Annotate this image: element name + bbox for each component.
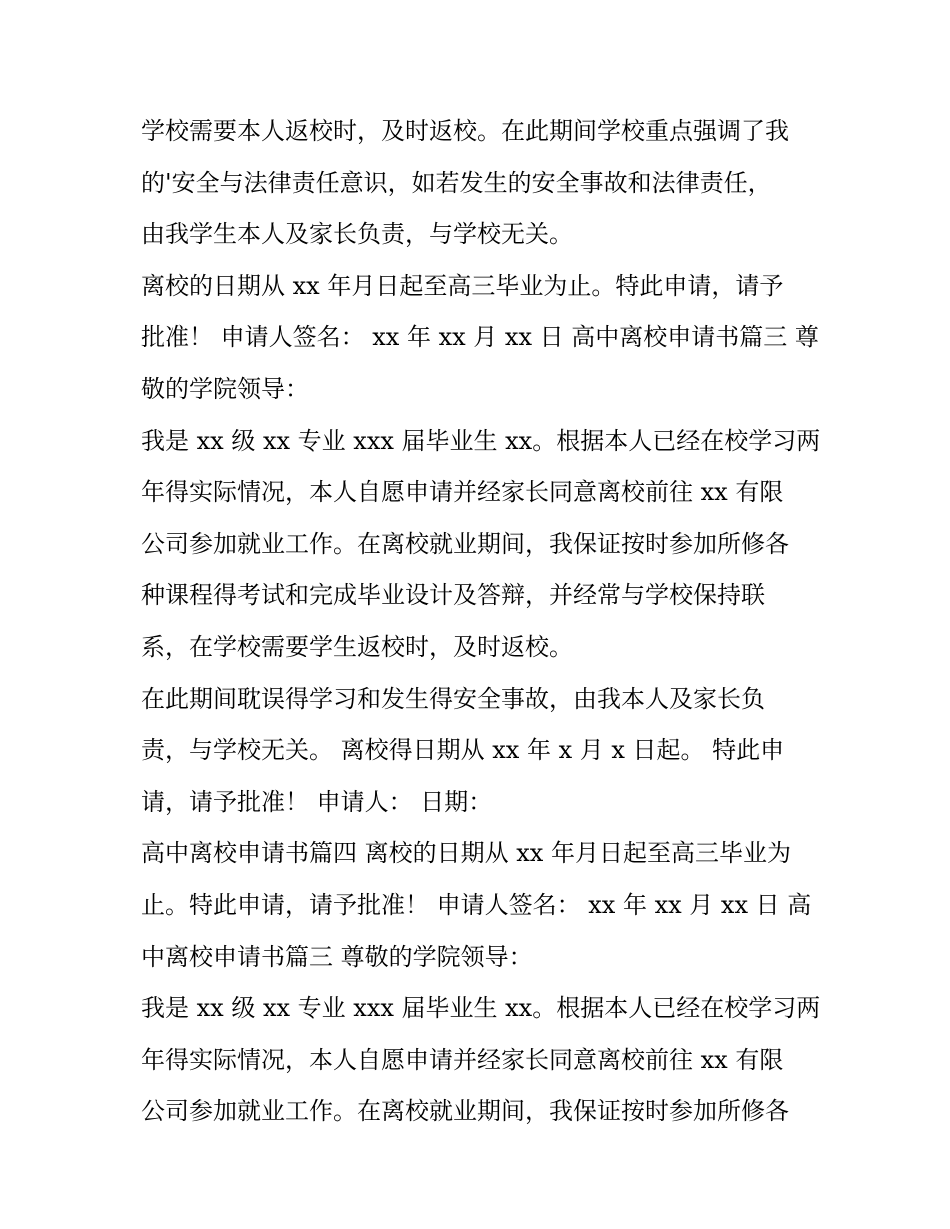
text-line: 止。特此申请，请予批准！ 申请人签名： xx 年 xx 月 xx 日 高 <box>141 890 812 919</box>
text-line: 的'安全与法律责任意识，如若发生的安全事故和法律责任， <box>141 168 772 197</box>
text-line: 公司参加就业工作。在离校就业期间，我保证按时参加所修各 <box>141 529 789 558</box>
text-line: 批准！ 申请人签名： xx 年 xx 月 xx 日 高中离校申请书篇三 尊 <box>141 323 819 352</box>
text-line: 公司参加就业工作。在离校就业期间，我保证按时参加所修各 <box>141 1097 789 1126</box>
text-line: 种课程得考试和完成毕业设计及答辩，并经常与学校保持联 <box>141 581 765 610</box>
text-line: 我是 xx 级 xx 专业 xxx 届毕业生 xx。根据本人已经在校学习两 <box>141 994 821 1023</box>
text-line: 请，请予批准！ 申请人： 日期： <box>141 787 493 816</box>
text-line: 离校的日期从 xx 年月日起至高三毕业为止。特此申请，请予 <box>141 271 784 300</box>
text-line: 学校需要本人返校时，及时返校。在此期间学校重点强调了我 <box>141 117 789 145</box>
text-line: 责，与学校无关。 离校得日期从 xx 年 x 月 x 日起。 特此申 <box>141 736 785 765</box>
text-line: 由我学生本人及家长负责，与学校无关。 <box>141 220 573 249</box>
text-line: 年得实际情况，本人自愿申请并经家长同意离校前往 xx 有限 <box>141 1045 784 1074</box>
body-text <box>141 106 821 1138</box>
text-line: 我是 xx 级 xx 专业 xxx 届毕业生 xx。根据本人已经在校学习两 <box>141 426 821 455</box>
text-line: 系，在学校需要学生返校时，及时返校。 <box>141 632 573 661</box>
text-line: 在此期间耽误得学习和发生得安全事故，由我本人及家长负 <box>141 684 765 713</box>
text-line: 高中离校申请书篇四 离校的日期从 xx 年月日起至高三毕业为 <box>141 839 791 868</box>
text-line: 中离校申请书篇三 尊敬的学院领导： <box>141 942 533 971</box>
text-line: 年得实际情况，本人自愿申请并经家长同意离校前往 xx 有限 <box>141 478 784 507</box>
text-line: 敬的学院领导： <box>141 374 309 403</box>
